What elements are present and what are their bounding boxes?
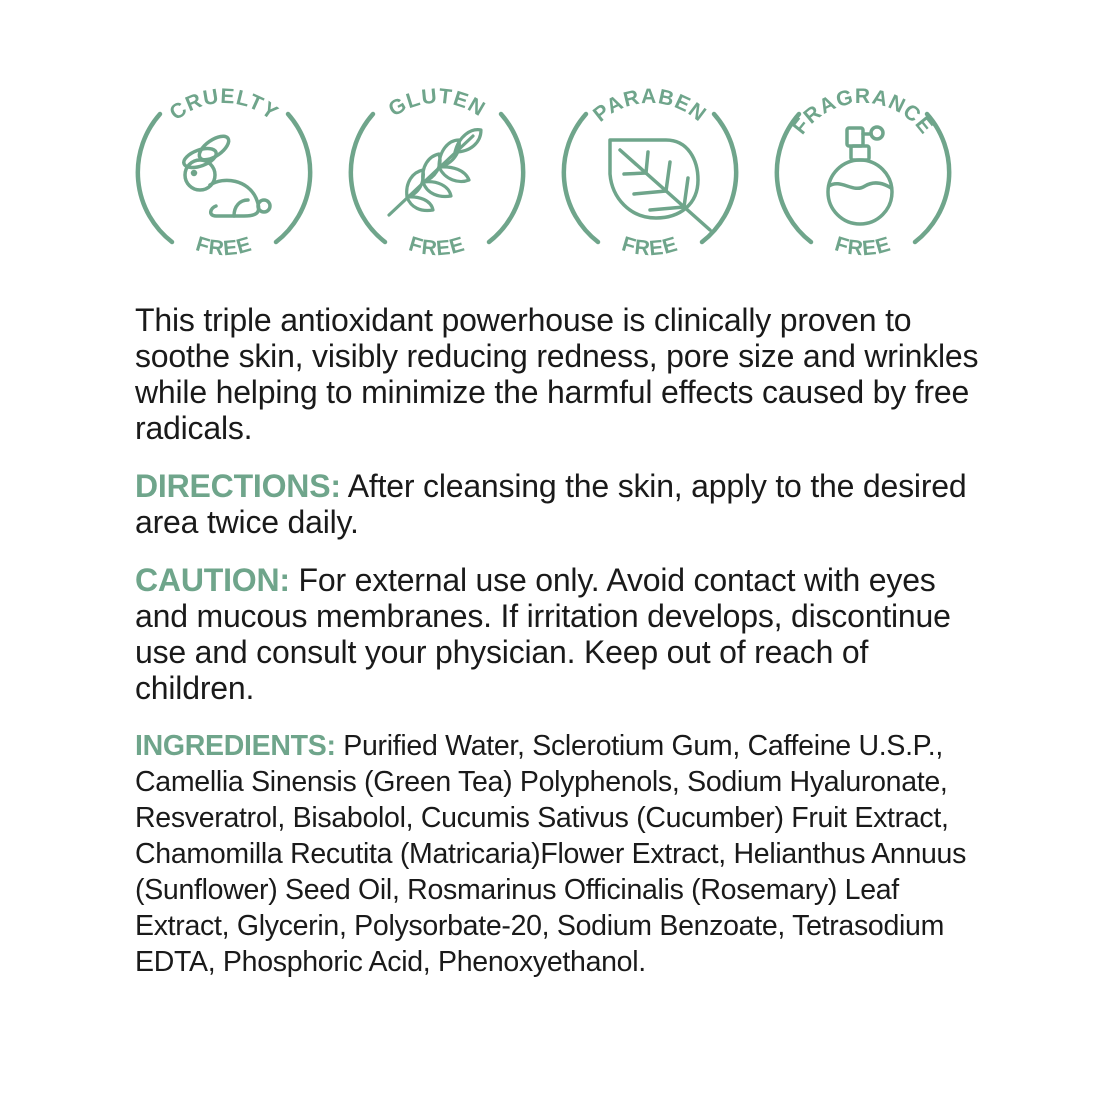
svg-text:FREE: [406, 232, 468, 260]
badge-fragrance-free: [761, 70, 965, 280]
directions-text: After cleansing the skin, apply to the desired area twice daily.: [135, 468, 967, 540]
badge-top-label: CRUELTY: [165, 84, 283, 125]
directions-section: [135, 468, 995, 540]
product-copy: [135, 302, 995, 1002]
badge-cruelty-free: [122, 70, 326, 280]
svg-text:FREE: [619, 232, 681, 260]
badge-bottom-label: FREE: [619, 232, 681, 261]
product-description: This triple antioxidant powerhouse is clinically proven to soothe skin, visibly reducing redness, pore size and wrinkles while helping to minimize the harmful effects caused by free radicals.: [135, 302, 979, 446]
svg-text:CRUELTY: [165, 85, 282, 125]
caution-section: [135, 562, 995, 706]
caution-label: CAUTION:: [135, 562, 290, 598]
wheat-icon: [389, 130, 481, 215]
caution-text: For external use only. Avoid contact with eyes and mucous membranes. If irritation develops, discontinue use and consult your physician. Keep out of reach of children.: [135, 562, 951, 706]
svg-text:FREE: [193, 232, 255, 260]
badge-bottom-label: FREE: [406, 232, 468, 261]
badge-gluten-free: [335, 70, 539, 280]
rabbit-icon: [181, 132, 270, 216]
ingredients-text: Purified Water, Sclerotium Gum, Caffeine U.S.P., Camellia Sinensis (Green Tea) Polyphenols, Sodium Hyaluronate, Resveratrol, Bisabolol, Cucumis Sativus (Cucumber) Fruit Extract, Chamomilla Recutita (Matricaria)Flower Extract, Helianthus Annuus (Sunflower) Seed Oil, Rosmarinus Officinalis (Rosemary) Leaf Extract, Glycerin, Polysorbate-20, Sodium Benzoate, Tetrasodium EDTA, Phosphoric Acid, Phenoxyethanol.: [135, 730, 967, 978]
badge-bottom-label: FREE: [832, 232, 894, 261]
perfume-bottle-icon: [828, 127, 892, 224]
badge-top-label: FRAGRANCE: [788, 84, 938, 139]
svg-text:GLUTEN: [385, 85, 490, 122]
badge-top-label: PARABEN: [589, 84, 711, 127]
ingredients-label: INGREDIENTS:: [135, 730, 336, 762]
svg-text:FREE: [832, 232, 894, 260]
badge-paraben-free: [548, 70, 752, 280]
directions-label: DIRECTIONS:: [135, 468, 341, 504]
ingredients-section: [135, 728, 995, 980]
leaf-icon: [610, 140, 710, 230]
svg-text:PARABEN: [589, 85, 711, 127]
badge-bottom-label: FREE: [193, 232, 255, 261]
free-from-badges: [122, 70, 972, 280]
badge-top-label: GLUTEN: [384, 84, 490, 122]
